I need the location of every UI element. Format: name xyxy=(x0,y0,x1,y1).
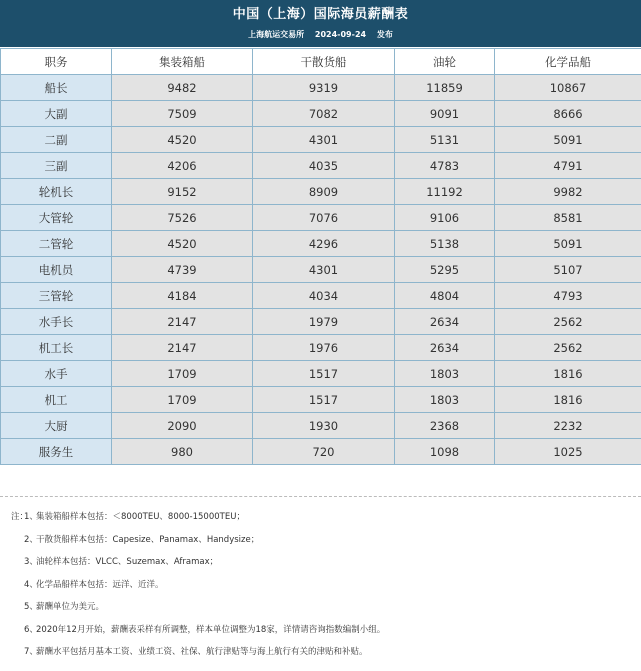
table-row xyxy=(1,283,641,309)
publish-action: 发布 xyxy=(376,30,393,39)
table-cell: 4520 xyxy=(112,231,253,257)
table-cell: 1709 xyxy=(112,361,253,387)
table-cell: 4035 xyxy=(253,153,395,179)
table-cell: 4783 xyxy=(395,153,495,179)
note-number: 1、 xyxy=(24,512,38,522)
table-cell: 5107 xyxy=(495,257,641,283)
table-row xyxy=(1,127,641,153)
table-cell: 7509 xyxy=(112,101,253,127)
table-cell: 4184 xyxy=(112,283,253,309)
row-position: 船长 xyxy=(1,75,112,101)
table-cell: 9106 xyxy=(395,205,495,231)
table-cell: 1517 xyxy=(253,387,395,413)
table-cell: 2562 xyxy=(495,335,641,361)
note-item xyxy=(11,645,636,668)
page-title: 中国（上海）国际海员薪酬表 xyxy=(232,7,409,22)
table-cell: 720 xyxy=(253,439,395,465)
table-cell: 4301 xyxy=(253,257,395,283)
row-position: 大管轮 xyxy=(1,205,112,231)
table-cell: 5138 xyxy=(395,231,495,257)
table-row xyxy=(1,439,641,465)
table-cell: 4296 xyxy=(253,231,395,257)
row-position: 大副 xyxy=(1,101,112,127)
table-cell: 5131 xyxy=(395,127,495,153)
table-cell: 1803 xyxy=(395,387,495,413)
note-item xyxy=(11,533,636,556)
table-cell: 2634 xyxy=(395,335,495,361)
table-cell: 2147 xyxy=(112,335,253,361)
table-row xyxy=(1,75,641,101)
table-cell: 7526 xyxy=(112,205,253,231)
table-cell: 1517 xyxy=(253,361,395,387)
table-cell: 5295 xyxy=(395,257,495,283)
table-cell: 980 xyxy=(112,439,253,465)
table-cell: 1098 xyxy=(395,439,495,465)
row-position: 水手长 xyxy=(1,309,112,335)
note-text: 油轮样本包括：VLCC、Suzemax、Aframax； xyxy=(36,557,219,567)
note-item xyxy=(11,555,636,578)
note-number: 5、 xyxy=(24,602,38,612)
table-cell: 1803 xyxy=(395,361,495,387)
table-cell: 9091 xyxy=(395,101,495,127)
note-item xyxy=(11,510,636,533)
row-position: 机工 xyxy=(1,387,112,413)
table-cell: 5091 xyxy=(495,231,641,257)
column-header-tanker: 油轮 xyxy=(395,49,495,75)
note-item xyxy=(11,600,636,623)
table-cell: 4739 xyxy=(112,257,253,283)
table-cell: 11859 xyxy=(395,75,495,101)
table-row xyxy=(1,153,641,179)
row-position: 服务生 xyxy=(1,439,112,465)
table-cell: 1979 xyxy=(253,309,395,335)
row-position: 三副 xyxy=(1,153,112,179)
table-cell: 9482 xyxy=(112,75,253,101)
row-position: 机工长 xyxy=(1,335,112,361)
note-number: 7、 xyxy=(24,647,38,657)
table-cell: 8909 xyxy=(253,179,395,205)
table-cell: 4791 xyxy=(495,153,641,179)
table-cell: 4520 xyxy=(112,127,253,153)
table-row xyxy=(1,335,641,361)
table-row xyxy=(1,387,641,413)
note-item xyxy=(11,578,636,601)
table-cell: 1976 xyxy=(253,335,395,361)
table-cell: 1025 xyxy=(495,439,641,465)
note-text: 干散货船样本包括：Capesize、Panamax、Handysize； xyxy=(36,534,260,545)
table-cell: 8666 xyxy=(495,101,641,127)
column-header-bulk-carrier: 干散货船 xyxy=(253,49,395,75)
table-cell: 9982 xyxy=(495,179,641,205)
table-row xyxy=(1,361,641,387)
table-cell: 4793 xyxy=(495,283,641,309)
row-position: 水手 xyxy=(1,361,112,387)
table-cell: 4804 xyxy=(395,283,495,309)
table-cell: 4206 xyxy=(112,153,253,179)
note-number: 2、 xyxy=(24,534,38,545)
publish-info xyxy=(0,29,641,40)
table-cell: 1816 xyxy=(495,361,641,387)
table-row xyxy=(1,257,641,283)
table-row xyxy=(1,205,641,231)
table-cell: 2232 xyxy=(495,413,641,439)
note-text: 集装箱船样本包括：＜8000TEU、8000-15000TEU； xyxy=(36,512,245,522)
table-cell: 2562 xyxy=(495,309,641,335)
table-cell: 11192 xyxy=(395,179,495,205)
note-text: 2020年12月开始，薪酬表采样有所调整，样本单位调整为18家，详情请咨询指数编制小组。 xyxy=(36,624,386,635)
table-row xyxy=(1,309,641,335)
row-position: 三管轮 xyxy=(1,283,112,309)
table-cell: 4034 xyxy=(253,283,395,309)
note-item xyxy=(11,623,636,646)
row-position: 电机员 xyxy=(1,257,112,283)
publisher: 上海航运交易所 xyxy=(248,30,305,39)
table-cell: 1709 xyxy=(112,387,253,413)
table-row xyxy=(1,231,641,257)
table-cell: 2147 xyxy=(112,309,253,335)
table-cell: 1930 xyxy=(253,413,395,439)
page-header xyxy=(0,0,641,47)
table-row xyxy=(1,413,641,439)
publish-date: 2024-09-24 xyxy=(314,30,367,39)
table-cell: 5091 xyxy=(495,127,641,153)
table-cell: 1816 xyxy=(495,387,641,413)
notes-divider xyxy=(0,496,641,497)
table-cell: 2090 xyxy=(112,413,253,439)
notes-section xyxy=(11,510,636,668)
notes-prefix: 注： xyxy=(11,512,29,522)
note-text: 薪酬单位为美元。 xyxy=(36,602,105,612)
salary-table xyxy=(0,48,641,465)
column-header-chemical-tanker: 化学品船 xyxy=(495,49,641,75)
table-cell: 9152 xyxy=(112,179,253,205)
table-header-row xyxy=(1,49,641,75)
column-header-container-ship: 集装箱船 xyxy=(112,49,253,75)
note-text: 化学品船样本包括：远洋、近洋。 xyxy=(36,579,164,590)
table-cell: 8581 xyxy=(495,205,641,231)
note-number: 3、 xyxy=(24,557,38,567)
table-row xyxy=(1,179,641,205)
row-position: 大厨 xyxy=(1,413,112,439)
row-position: 二管轮 xyxy=(1,231,112,257)
table-cell: 2368 xyxy=(395,413,495,439)
table-cell: 9319 xyxy=(253,75,395,101)
row-position: 轮机长 xyxy=(1,179,112,205)
table-cell: 2634 xyxy=(395,309,495,335)
note-text: 薪酬水平包括月基本工资、业绩工资、社保、航行津贴等与海上航行有关的津贴和补贴。 xyxy=(36,647,368,657)
note-number: 4、 xyxy=(24,579,38,590)
table-cell: 7082 xyxy=(253,101,395,127)
row-position: 二副 xyxy=(1,127,112,153)
table-cell: 7076 xyxy=(253,205,395,231)
table-row xyxy=(1,101,641,127)
column-header-position: 职务 xyxy=(1,49,112,75)
table-cell: 4301 xyxy=(253,127,395,153)
table-cell: 10867 xyxy=(495,75,641,101)
note-number: 6、 xyxy=(24,624,38,635)
